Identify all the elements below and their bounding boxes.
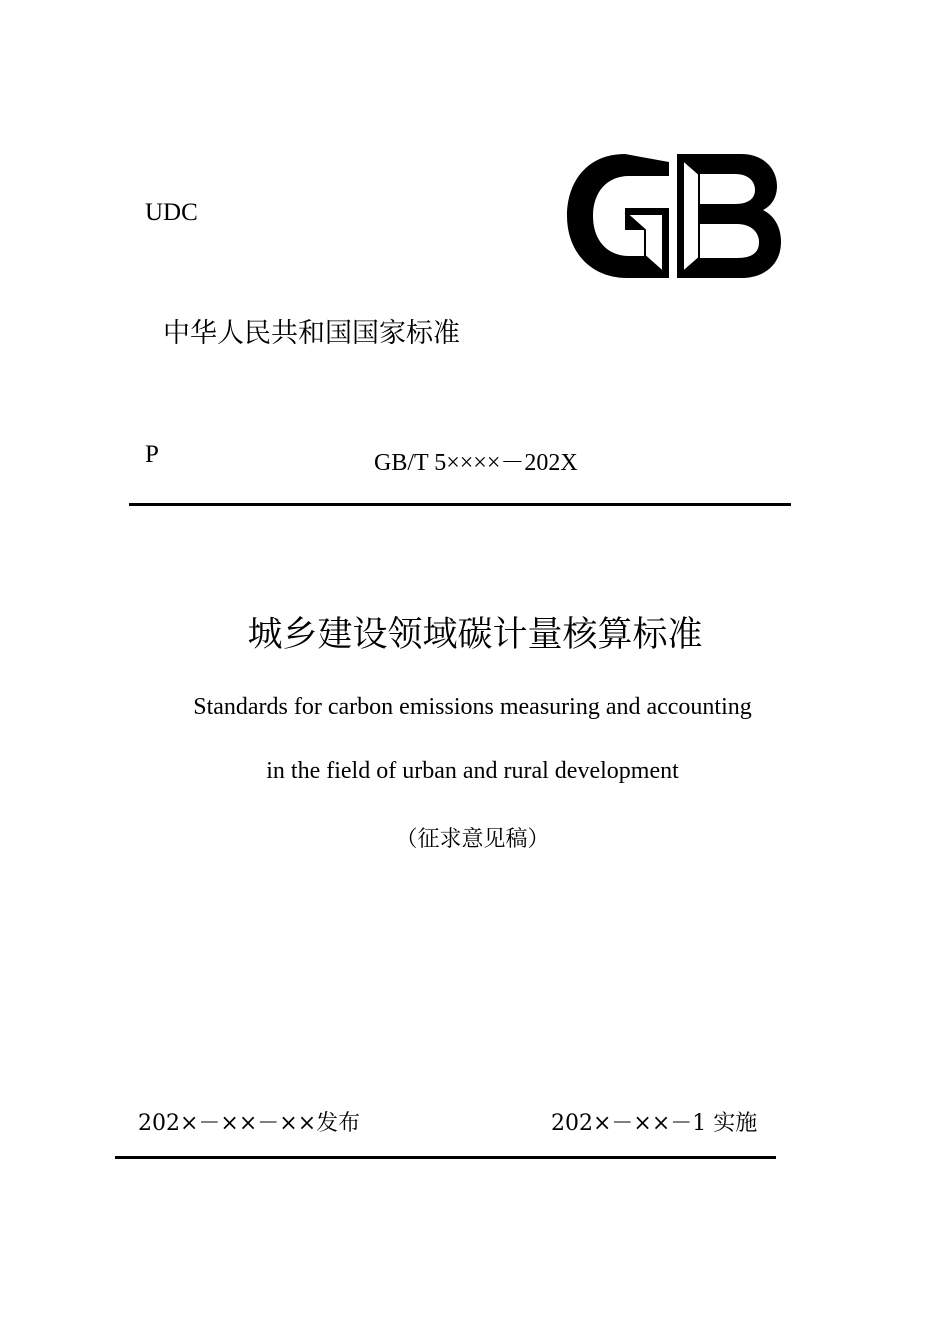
implementation-date: 202×－××－1 实施 — [551, 1111, 758, 1136]
bottom-divider — [115, 1156, 776, 1159]
top-divider — [129, 503, 791, 506]
title-chinese: 城乡建设领域碳计量核算标准 — [247, 615, 703, 655]
issue-date: 202×－××－××发布 — [138, 1111, 361, 1136]
national-standard-heading: 中华人民共和国国家标准 — [163, 318, 460, 349]
title-english-line2: in the field of urban and rural development — [266, 758, 679, 784]
category-code: P — [145, 441, 159, 468]
gb-logo — [565, 152, 783, 280]
udc-label: UDC — [145, 199, 198, 226]
draft-note: （征求意见稿） — [395, 827, 550, 852]
standard-number: GB/T 5××××－202X — [374, 450, 578, 476]
title-english-line1: Standards for carbon emissions measuring and accounting — [193, 694, 752, 720]
